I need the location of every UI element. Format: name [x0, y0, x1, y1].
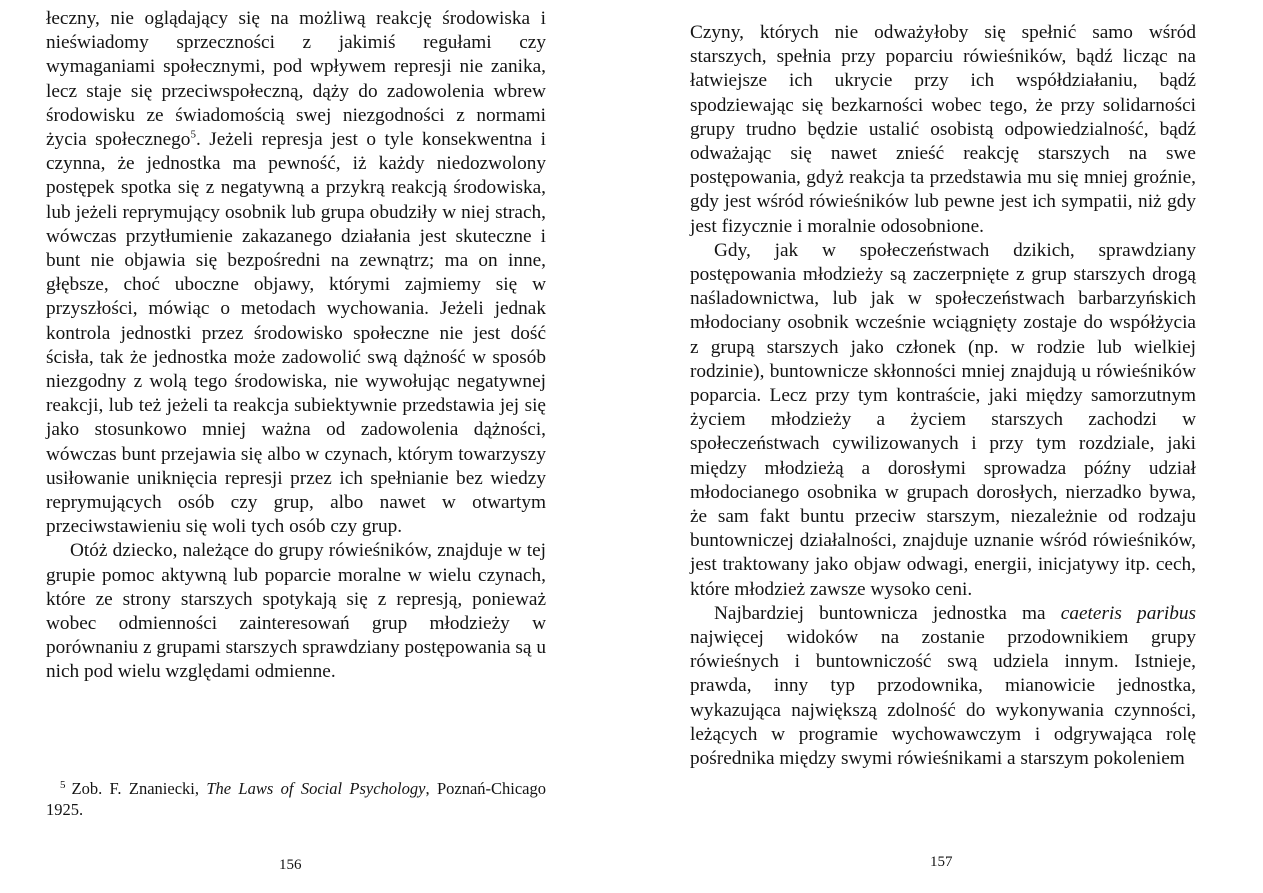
page-number-left: 156	[279, 857, 302, 873]
right-paragraph-2: Gdy, jak w społeczeństwach dzikich, sprawdziany postępowania młodzieży są zaczerpnięte z grup starszych drogą naśladownictwa, lub jak w społeczeństwach barbarzyńskich młodociany osobnik wcześnie wciągnięty zostaje do współżycia z grupą starszych jako członek (np. w rodzie lub wielkiej rodzinie), buntownicze skłonności mniej znajdują u rówieśników poparcia. Lecz przy tym kontraście, jaki między samorzutnym życiem młodzieży a życiem starszych zachodzi w społeczeństwach cywilizowanych i przy tym rozdziale, jaki między młodzieżą a dorosłymi sprowadza późny udział młodocianego osobnika w grupach dorosłych, nierzadko bywa, że sam fakt buntu przeciw starszym, niezależnie od rodzaju buntowniczej działalności, znajduje uznanie wśród rówieśników, jest traktowany jako objaw odwagi, energii, inicjatywy itp. cech, które młodzież zawsze wysoko ceni.	[690, 239, 1196, 600]
footnote	[46, 778, 546, 820]
footnote-reference: 5	[190, 128, 196, 141]
left-paragraph-2: Otóż dziecko, należące do grupy rówieśników, znajduje w tej grupie pomoc aktywną lub poparcie moralne w wielu czynach, które ze strony starszych spotykają się z represją, ponieważ wobec odmienności zainteresowań grup młodzieży w porównaniu z grupami starszych sprawdziany postępowania są u nich pod wielu względami odmienne.	[46, 540, 546, 683]
left-page-body	[46, 7, 546, 685]
left-paragraph-1-text-b: . Jeżeli represja jest o tyle konsekwentna i czynna, że jednostka ma pewność, iż każdy niedozwolony postępek spotka się z negatywną a przykrą reakcją środowiska, lub jeżeli reprymujący osobnik lub grupa obudziły w niej strach, wówczas przytłumienie zakazanego działania jest skuteczne i bunt nie objawia się bezpośredni na zewnątrz; ma on inne, głębsze, choć uboczne objawy, którymi zajmiemy się w przyszłości, mówiąc o metodach wychowania. Jeżeli jednak kontrola jednostki przez środowisko społeczne nie jest dość ścisła, tak że jednostka może zadowolić swą dążność w sposób niezgodny z wolą tego środowiska, nie wywołując negatywnej reakcji, lub też jeżeli ta reakcja subiektywnie przedstawia jej się jako stosunkowo mniej ważna od zadowolenia dążności, wówczas bunt przejawia się albo w czynach, którym towarzyszy usiłowanie uniknięcia represji przez ich spełnianie bez wiedzy reprymujących osób czy grup, albo nawet w otwartym przeciwstawieniu się woli tych osób czy grup.	[46, 129, 546, 538]
left-page	[46, 0, 546, 893]
footnote-suffix: , Poznań-Chicago 1925.	[46, 779, 546, 819]
right-paragraph-1: Czyny, których nie odważyłoby się spełnić samo wśród starszych, spełnia przy poparciu rówieśników, bądź licząc na łatwiejsze ich ukrycie przy ich współdziałaniu, bądź spodziewając się bezkarności wobec tego, że przy solidarności grupy trudno będzie ustalić osobistą odpowiedzialność, bądź odważając się nawet znieść reakcję starszych na swe postępowania, gdyż reakcja ta przedstawia mu się mniej groźnie, gdy jest wśród rówieśników lub pewne jest ich sympatii, niż gdy jest fizycznie i moralnie odosobnione.	[690, 22, 1196, 237]
right-paragraph-3	[690, 602, 1196, 771]
latin-phrase: caeteris paribus	[1060, 602, 1196, 624]
right-page	[690, 0, 1196, 893]
right-paragraph-3-start: Najbardziej buntownicza jednostka ma	[714, 602, 1061, 624]
footnote-mark: 5	[60, 778, 66, 791]
left-paragraph-1-text-a: łeczny, nie oglądający się na możliwą reakcję środowiska i nieświadomy sprzeczności z jakimiś regułami czy wymaganiami społecznymi, pod wpływem represji nie zanika, lecz staje się przeciwspołeczną, dąży do zadowolenia wbrew środowisku ze świadomością swej niezgodności z normami życia społecznego	[46, 8, 546, 151]
footnote-title: The Laws of Social Psychology	[206, 779, 426, 798]
right-paragraph-3-rest: najwięcej widoków na zostanie przodownikiem grupy rówieśnych i buntowniczość swą udziela innym. Istnieje, prawda, inny typ przodownika, mianowicie jednostka, wykazująca największą zdolność do wykonywania czynności, leżących w programie wychowawczym i odgrywająca rolę pośrednika między swymi rówieśnikami a starszym pokoleniem	[690, 627, 1196, 770]
page-number-right: 157	[930, 854, 953, 870]
left-paragraph-1	[46, 7, 546, 539]
footnote-prefix: Zob. F. Znaniecki,	[71, 779, 207, 798]
right-page-body	[690, 21, 1196, 771]
